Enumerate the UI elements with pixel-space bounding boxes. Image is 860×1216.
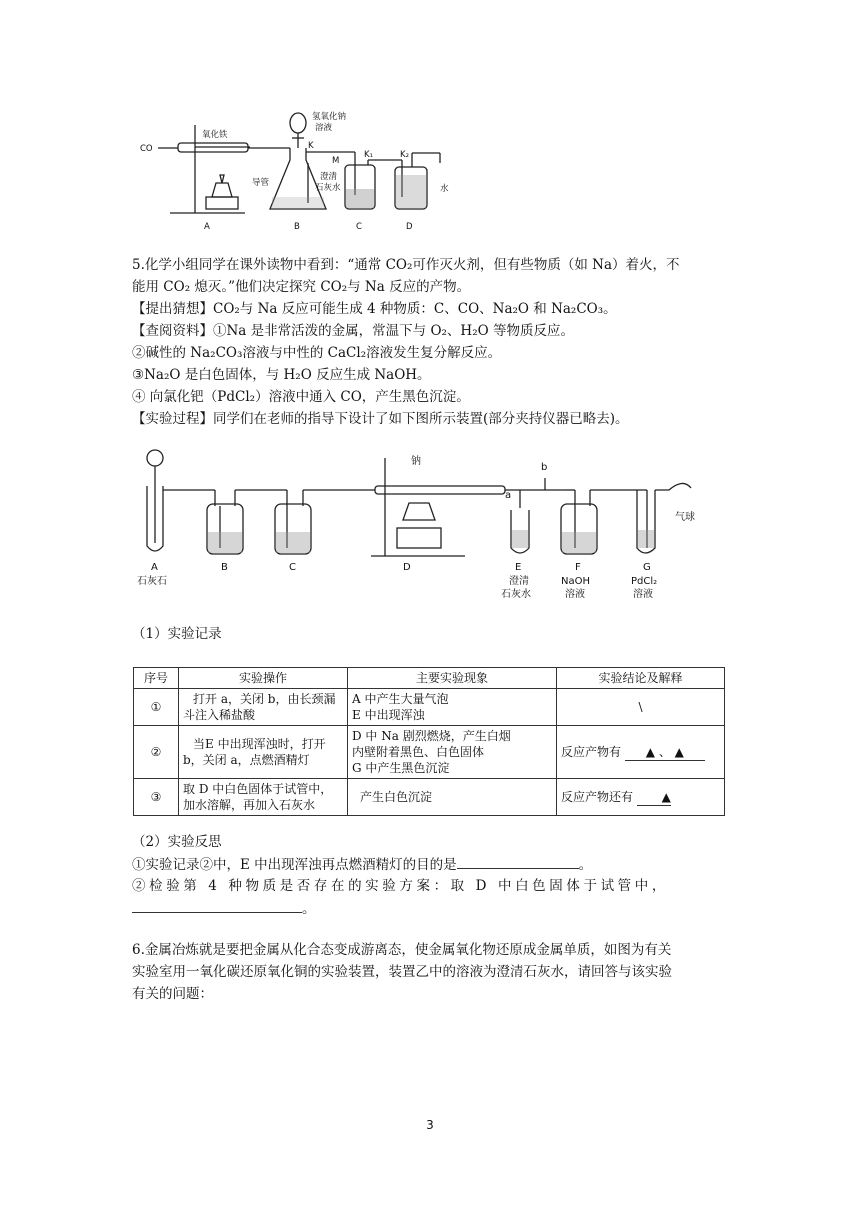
reflect-q1-end: 。 bbox=[578, 857, 593, 873]
apparatus-figure-1 bbox=[140, 105, 470, 235]
sub-e2: 石灰水 bbox=[501, 589, 531, 600]
reflect-q2-answer bbox=[132, 898, 316, 919]
header-cell: 主要实验现象 bbox=[348, 668, 557, 689]
row-operation bbox=[179, 726, 348, 779]
operation-line: 当E 中出现浑浊时，打开 bbox=[193, 737, 326, 751]
page-number: 3 bbox=[426, 1118, 434, 1132]
header-cell: 实验结论及解释 bbox=[557, 668, 725, 689]
answer-blank[interactable]: ▲ bbox=[637, 789, 671, 806]
sub-e1: 澄清 bbox=[509, 576, 529, 587]
q5-info-2: ②碱性的 Na₂CO₃溶液与中性的 CaCl₂溶液发生复分解反应。 bbox=[132, 345, 502, 361]
label-k1: K₁ bbox=[364, 150, 373, 160]
label-m: M bbox=[332, 156, 340, 166]
label-na: 钠 bbox=[411, 456, 421, 467]
answer-blank[interactable]: ▲ 、 ▲ bbox=[625, 744, 705, 761]
letter-e: E bbox=[515, 562, 522, 573]
row-phenomenon bbox=[348, 726, 557, 779]
experiment-record-table bbox=[133, 667, 725, 816]
q6-line2: 实验室用一氧化碳还原氧化铜的实验装置，装置乙中的溶液为澄清石灰水，请回答与该实验 bbox=[132, 964, 672, 980]
letter-f: F bbox=[575, 562, 581, 573]
row-number: ③ bbox=[134, 779, 179, 816]
table-header-row bbox=[134, 668, 725, 689]
phenomenon-line: 内壁附着黑色、白色固体 bbox=[352, 745, 485, 759]
row-conclusion: \ bbox=[557, 689, 725, 726]
phenomenon-line: D 中 Na 剧烈燃烧，产生白烟 bbox=[352, 729, 511, 743]
header-cell: 序号 bbox=[134, 668, 179, 689]
reflect-q1-text: ①实验记录②中，E 中出现浑浊再点燃酒精灯的目的是 bbox=[132, 857, 457, 873]
q5-info-1: 【查阅资料】①Na 是非常活泼的金属，常温下与 O₂、H₂O 等物质反应。 bbox=[132, 323, 574, 339]
table-row bbox=[134, 779, 725, 816]
header-cell: 实验操作 bbox=[179, 668, 348, 689]
letter-b: B bbox=[294, 222, 300, 232]
label-k2: K₂ bbox=[400, 150, 409, 160]
row-operation bbox=[179, 779, 348, 816]
letter-c: C bbox=[289, 562, 296, 573]
label-naoh-sol: 溶液 bbox=[315, 123, 333, 133]
letter-a: A bbox=[151, 562, 158, 573]
label-lime1: 澄清 bbox=[320, 172, 338, 182]
letter-b: B bbox=[221, 562, 228, 573]
sub-g2: 溶液 bbox=[633, 589, 653, 600]
letter-d: D bbox=[406, 222, 413, 232]
label-lime2: 石灰水 bbox=[315, 183, 341, 193]
row-phenomenon bbox=[348, 689, 557, 726]
phenomenon-line: G 中产生黑色沉淀 bbox=[352, 761, 450, 775]
q6-line3: 有关的问题： bbox=[132, 986, 213, 1002]
reflect-title: （2）实验反思 bbox=[132, 834, 222, 850]
letter-a: A bbox=[204, 222, 210, 232]
reflect-q1 bbox=[132, 854, 592, 875]
record-title: （1）实验记录 bbox=[132, 626, 222, 642]
label-tube: 导管 bbox=[252, 178, 270, 188]
operation-line: 打开 a，关闭 b，由长颈漏 bbox=[193, 692, 336, 706]
row-number: ② bbox=[134, 726, 179, 779]
q6-line1: 6.金属冶炼就是要把金属从化合态变成游离态，使金属氧化物还原成金属单质，如图为有关 bbox=[132, 942, 672, 958]
table-row bbox=[134, 689, 725, 726]
q5-procedure: 【实验过程】同学们在老师的指导下设计了如下图所示装置(部分夹持仪器已略去)。 bbox=[132, 411, 629, 427]
row-number: ① bbox=[134, 689, 179, 726]
q5-info-4: ④ 向氯化钯（PdCl₂）溶液中通入 CO，产生黑色沉淀。 bbox=[132, 389, 470, 405]
row-conclusion bbox=[557, 726, 725, 779]
q5-intro-line2: 能用 CO₂ 熄灭。”他们决定探究 CO₂与 Na 反应的产物。 bbox=[132, 279, 471, 295]
conclusion-text: 反应产物还有 bbox=[561, 789, 634, 804]
sub-f2: 溶液 bbox=[565, 589, 585, 600]
label-a: a bbox=[505, 490, 512, 501]
table-row bbox=[134, 726, 725, 779]
letter-g: G bbox=[643, 562, 651, 573]
letter-c: C bbox=[356, 222, 362, 232]
answer-blank[interactable] bbox=[132, 898, 302, 913]
row-conclusion bbox=[557, 779, 725, 816]
phenomenon-line: A 中产生大量气泡 bbox=[352, 692, 449, 706]
row-phenomenon bbox=[348, 779, 557, 816]
operation-line: b，关闭 a，点燃酒精灯 bbox=[183, 753, 310, 767]
q5-info-3: ③Na₂O 是白色固体，与 H₂O 反应生成 NaOH。 bbox=[132, 367, 431, 383]
label-balloon: 气球 bbox=[675, 512, 695, 523]
label-fe2o3: 氧化铁 bbox=[202, 130, 228, 140]
sub-g1: PdCl₂ bbox=[631, 576, 658, 587]
letter-d: D bbox=[403, 562, 411, 573]
phenomenon-line: E 中出现浑浊 bbox=[352, 708, 425, 722]
row-operation bbox=[179, 689, 348, 726]
reflect-q2-end: 。 bbox=[302, 901, 316, 917]
q5-intro-line1: 5.化学小组同学在课外读物中看到：“通常 CO₂可作灭火剂，但有些物质（如 Na）着火，不 bbox=[132, 257, 680, 273]
q5-hypothesis: 【提出猜想】CO₂与 Na 反应可能生成 4 种物质：C、CO、Na₂O 和 Na₂CO₃。 bbox=[132, 301, 617, 317]
answer-blank[interactable] bbox=[457, 854, 579, 869]
label-water: 水 bbox=[440, 184, 449, 194]
label-b: b bbox=[541, 462, 548, 473]
sub-a: 石灰石 bbox=[137, 576, 167, 587]
apparatus-figure-2 bbox=[135, 448, 725, 603]
label-naoh: 氢氧化钠 bbox=[312, 112, 347, 122]
operation-line: 取 D 中白色固体于试管中， bbox=[183, 782, 333, 796]
phenomenon-line: 产生白色沉淀 bbox=[360, 790, 433, 804]
reflect-q2: ②检验第 4 种物质是否存在的实验方案：取 D 中白色固体于试管中， bbox=[132, 878, 669, 894]
label-co: CO bbox=[140, 144, 153, 154]
conclusion-text: 反应产物有 bbox=[561, 744, 622, 759]
operation-line: 斗注入稀盐酸 bbox=[183, 708, 256, 722]
label-k: K bbox=[308, 141, 314, 151]
operation-line: 加水溶解，再加入石灰水 bbox=[183, 798, 316, 812]
sub-f1: NaOH bbox=[561, 576, 590, 587]
